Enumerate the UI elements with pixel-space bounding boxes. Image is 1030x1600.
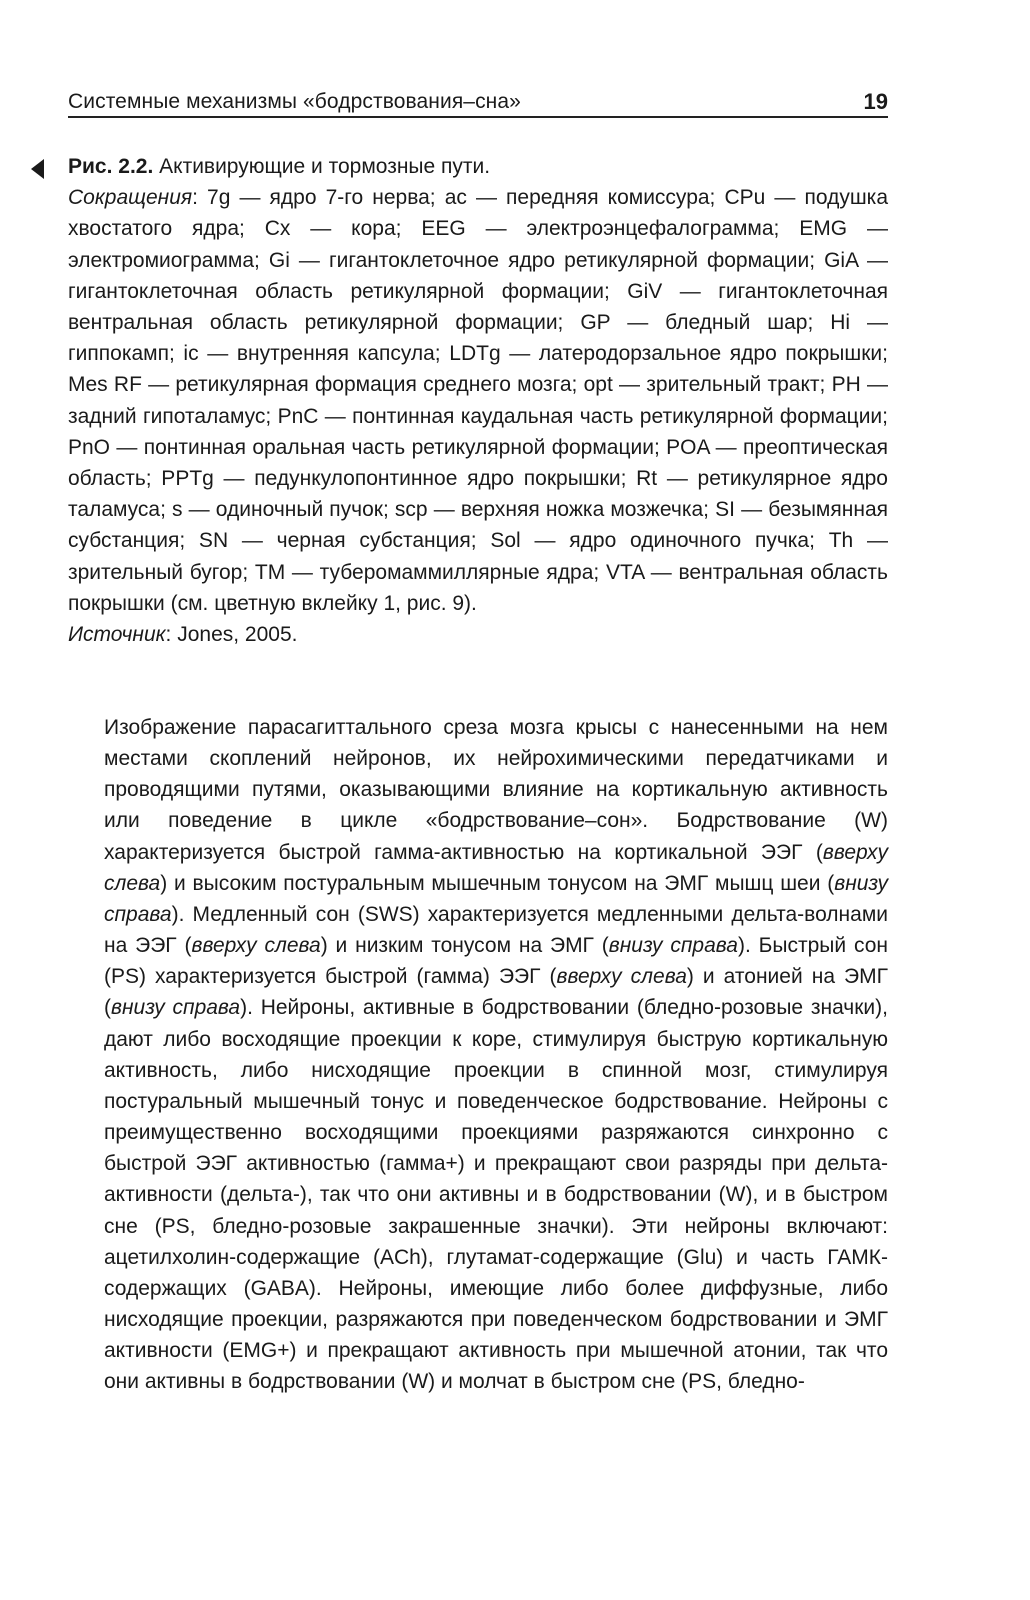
figure-caption: [68, 151, 888, 650]
body-text-segment: ). Медленный сон (SWS) характеризуется медленными дельта-волнами на ЭЭГ (: [104, 902, 888, 958]
figure-position-reference: вверху слева: [556, 965, 687, 989]
body-text-segment: ) и высоким постуральным мышечным тонусом на ЭМГ мышц шеи (: [160, 871, 835, 895]
running-header: [68, 88, 888, 118]
caption-pointer-arrow-icon: [31, 159, 44, 179]
figure-abbreviations: [68, 186, 888, 615]
running-title: Системные механизмы «бодрствования–сна»: [68, 90, 521, 113]
figure-position-reference: внизу справа: [608, 934, 738, 958]
body-text-segment: ) и атонией на ЭМГ (: [104, 965, 888, 1020]
body-text-segment: ) и низким тонусом на ЭМГ (: [320, 934, 609, 958]
figure-title: Активирующие и тормозные пути.: [159, 155, 491, 178]
body-text-segment: ). Нейроны, активные в бодрствовании (бледно-розовые значки), дают либо восходящие проекции к коре, стимулируя быструю кортикальную активность, либо нисходящие проекции в спинной мозг, стимулируя постуральный мышечный тонус и поведенческое бодрствование. Нейроны с преимущественно восходящими проекциями разряжаются синхронно с быстрой ЭЭГ активностью (гамма+) и прекращают свои разряды при дельта-активности (дельта-), так что они активны и в бодрствовании (W), и в быстром сне (PS, бледно-розовые закрашенные значки). Эти нейроны включают: ацетилхолин-содержащие (ACh), глутамат-содержащие (Glu) и часть ГАМК-содержащих (GABA). Нейроны, имеющие либо более диффузные, либо нисходящие проекции, разряжаются при поведенческом бодрствовании и ЭМГ активности (EMG+) и прекращают активность при мышечной атонии, так что они активны в бодрствовании (W) и молчат в быстром сне (PS, бледно-: [104, 996, 888, 1394]
source-text: : Jones, 2005.: [165, 623, 298, 647]
figure-caption-title-line: [68, 151, 888, 182]
figure-position-reference: вверху слева: [191, 934, 321, 958]
figure-label: Рис. 2.2.: [68, 155, 154, 178]
source-label: Источник: [68, 623, 166, 647]
abbreviations-text: : 7g — ядро 7-го нерва; ac — передняя комиссура; CPu — подушка хвостатого ядра; Cx — кора; EEG — электроэнцефалограмма; EMG — электромиограмма; Gi — гигантоклеточное ядро ретикулярной формации; GiA — гигантоклеточная область ретикулярной формации; GiV — гигантоклеточная вентральная область ретикулярной формации; GP — бледный шар; Hi — гиппокамп; ic — внутренняя капсула; LDTg — латеродорзальное ядро покрышки; Mes RF — ретикулярная формация среднего мозга; opt — зрительный тракт; PH — задний гипоталамус; PnC — понтинная каудальная часть ретикулярной формации; PnO — понтинная оральная часть ретикулярной формации; POA — преоптическая область; PPTg — педункулопонтинное ядро покрышки; Rt — ретикулярное ядро таламуса; s — одиночный пучок; scp — верхняя ножка мозжечка; SI — безымянная субстанция; SN — черная субстанция; Sol — ядро одиночного пучка; Th — зрительный бугор; TM — туберомаммиллярные ядра; VTA — вентральная область покрышки (см. цветную вклейку 1, рис. 9).: [68, 186, 888, 615]
body-text-segment: ). Быстрый сон (PS) характеризуется быстрой (гамма) ЭЭГ (: [104, 934, 888, 989]
figure-position-reference: внизу справа: [104, 871, 888, 926]
figure-position-reference: вверху слева: [104, 840, 888, 895]
page-number: 19: [863, 89, 888, 114]
body-paragraph: [104, 712, 888, 1397]
body-text-segment: Изображение парасагиттального среза мозга крысы с нанесенными на нем местами скоплений нейронов, их нейрохимическими передатчиками и проводящими путями, оказывающими влияние на кортикальную активность или поведение в цикле «бодрствование–сон». Бодрствование (W) характеризуется быстрой гамма-активностью на кортикальной ЭЭГ (: [104, 716, 888, 864]
figure-position-reference: внизу справа: [111, 996, 241, 1020]
abbreviations-label: Сокращения: [68, 186, 193, 210]
figure-source: [68, 619, 888, 650]
